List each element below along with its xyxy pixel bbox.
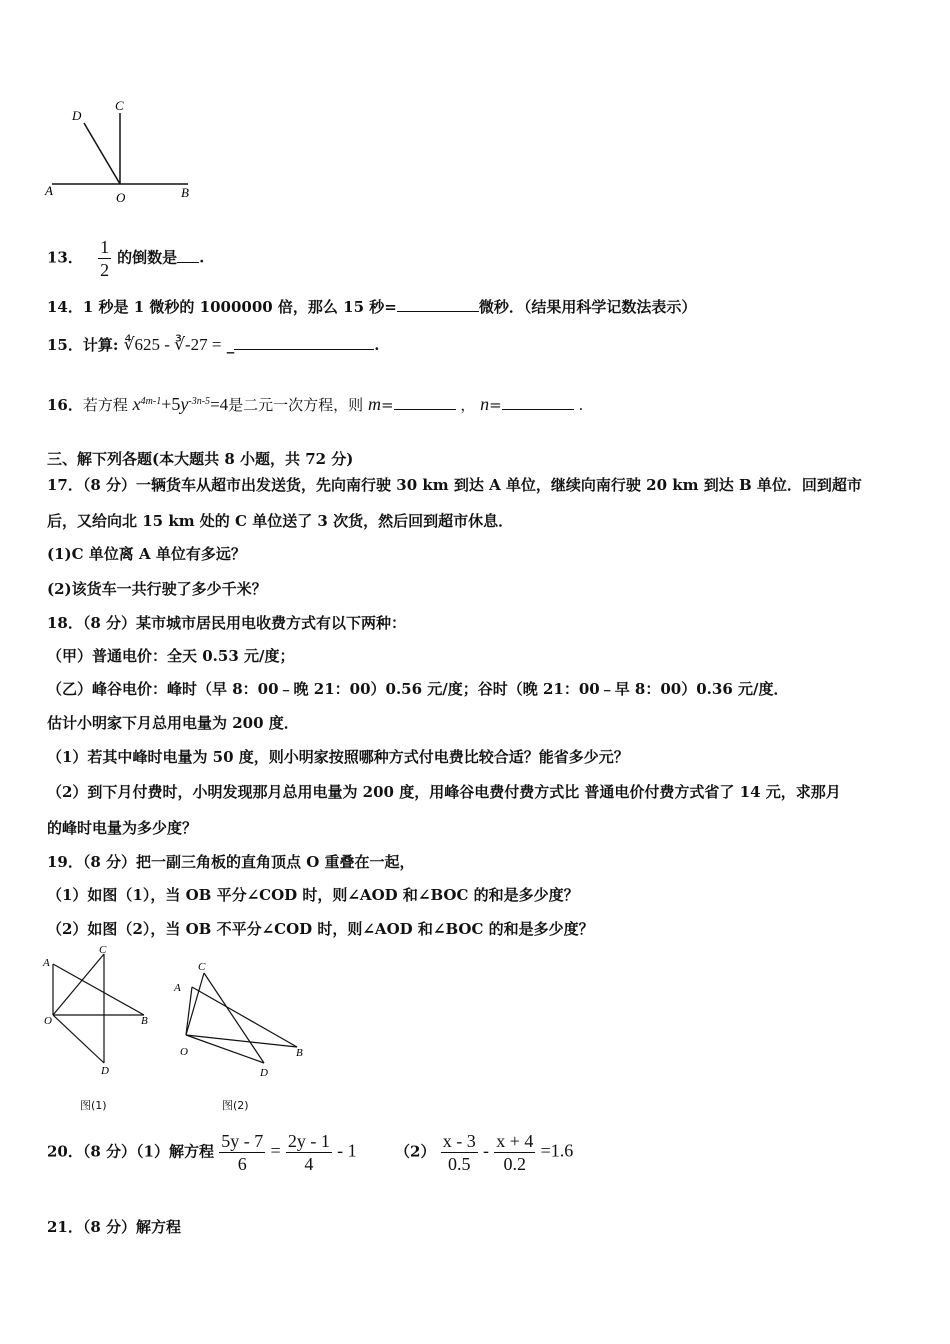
triangle-figure-2 [172, 955, 312, 1085]
question-18-line7: 的峰时电量为多少度？ [47, 819, 198, 837]
fraction-2y-1-over-4: $\frac{2y - 1}{4}$ [287, 1131, 330, 1174]
label-c: C [115, 98, 124, 113]
answer-blank-n [502, 395, 574, 410]
figure-2-caption: 图(2) [222, 1099, 249, 1112]
seg-oc [53, 954, 104, 1015]
label-b: B [181, 185, 189, 200]
seg-od [53, 1015, 104, 1063]
question-15: 15．计算: ∜625 - ∛-27 = _ . [47, 335, 380, 354]
question-19-line3: （2）如图（2），当 OB 不平分∠COD 时，则∠AOD 和∠BOC 的和是多少度？ [47, 920, 594, 938]
fraction-5y-7-over-6: $\frac{5y - 7}{6}$ [221, 1131, 264, 1174]
section-three-heading: 三、解下列各题(本大题共 8 小题，共 72 分) [47, 450, 354, 468]
seg-ab [192, 987, 297, 1047]
seg-oc [186, 973, 204, 1035]
seg-ab [53, 964, 144, 1015]
label-d: D [72, 108, 82, 123]
figure-1-caption: 图(1) [80, 1099, 107, 1112]
fig1-label-b: B [141, 1015, 148, 1027]
fig1-label-d: D [101, 1065, 109, 1075]
question-17-line1: 17．（8 分）一辆货车从超市出发送货，先向南行驶 30 km 到达 A 单位，继续向南行驶 20 km 到达 B 单位．回到超市 [47, 476, 862, 494]
answer-blank [234, 335, 374, 350]
answer-blank [177, 248, 199, 263]
fig2-label-o: O [180, 1046, 188, 1058]
question-18-line4: 估计小明家下月总用电量为 200 度． [47, 714, 299, 732]
answer-blank-m [394, 395, 456, 410]
angle-figure [40, 95, 200, 210]
fig2-label-b: B [296, 1047, 303, 1059]
question-17-sub1: (1)C 单位离 A 单位有多远？ [47, 545, 246, 563]
fig1-label-c: C [99, 944, 107, 956]
fig2-label-c: C [198, 961, 206, 973]
question-19-line1: 19．（8 分）把一副三角板的直角顶点 O 重叠在一起， [47, 853, 415, 871]
question-17-line2: 后，又给向北 15 km 处的 C 单位送了 3 次货，然后回到超市休息． [47, 512, 514, 530]
answer-blank [397, 297, 479, 312]
question-21: 21．（8 分）解方程 [47, 1218, 182, 1236]
question-18-line2: （甲）普通电价：全天 0.53 元/度； [47, 647, 295, 665]
radical-expression: ∜625 - ∛-27 = [123, 335, 222, 354]
ray-od [84, 123, 120, 184]
question-14: 14．1 秒是 1 微秒的 1000000 倍，那么 15 秒= 微秒．（结果用科学记数法表示） [47, 298, 697, 316]
question-18-line6: （2）到下月付费时，小明发现那月总用电量为 200 度，用峰谷电费付费方式比 普通电价付费方式省了 14 元，求那月 [47, 783, 841, 801]
label-a: A [45, 183, 53, 198]
fraction-one-half: $\frac{1}{2}$ [100, 237, 110, 280]
question-18-line3: （乙）峰谷电价：峰时（早 8：00﹣晚 21：00）0.56 元/度；谷时（晚 21：00﹣早 8：00）0.36 元/度． [47, 680, 789, 698]
question-16: 16．若方程 $x^{4m-1}+5y^{-3n-5}=4$是二元一次方程，则 m= ， n= . [47, 394, 584, 414]
fig2-label-a: A [174, 982, 181, 994]
fig1-label-a: A [43, 957, 50, 969]
triangle-figure-1 [38, 940, 163, 1075]
question-19-line2: （1）如图（1），当 OB 平分∠COD 时，则∠AOD 和∠BOC 的和是多少度？ [47, 886, 579, 904]
seg-cd [204, 973, 264, 1063]
question-18-line1: 18．（8 分）某市城市居民用电收费方式有以下两种： [47, 614, 407, 632]
fig2-label-d: D [260, 1067, 268, 1079]
seg-oa [186, 987, 192, 1035]
fig1-label-o: O [44, 1015, 52, 1027]
question-13: 13． $\frac{1}{2}$ 的倒数是 . [47, 237, 205, 280]
question-20: 20．（8 分）（1）解方程 $\frac{5y - 7}{6}$ = $\frac{2y - 1}{4}$ - 1 （2） $\frac{x - 3}{0.5}$ - $\frac{x + 4}{0.2}$ =1.6 [47, 1131, 574, 1174]
fraction-x-3-over-0.5: $\frac{x - 3}{0.5}$ [442, 1131, 476, 1174]
fraction-x+4-over-0.2: $\frac{x + 4}{0.2}$ [496, 1131, 534, 1174]
question-17-sub2: (2)该货车一共行驶了多少千米？ [47, 580, 267, 598]
question-18-line5: （1）若其中峰时电量为 50 度，则小明家按照哪种方式付电费比较合适？能省多少元？ [47, 748, 629, 766]
label-o: O [116, 190, 126, 205]
